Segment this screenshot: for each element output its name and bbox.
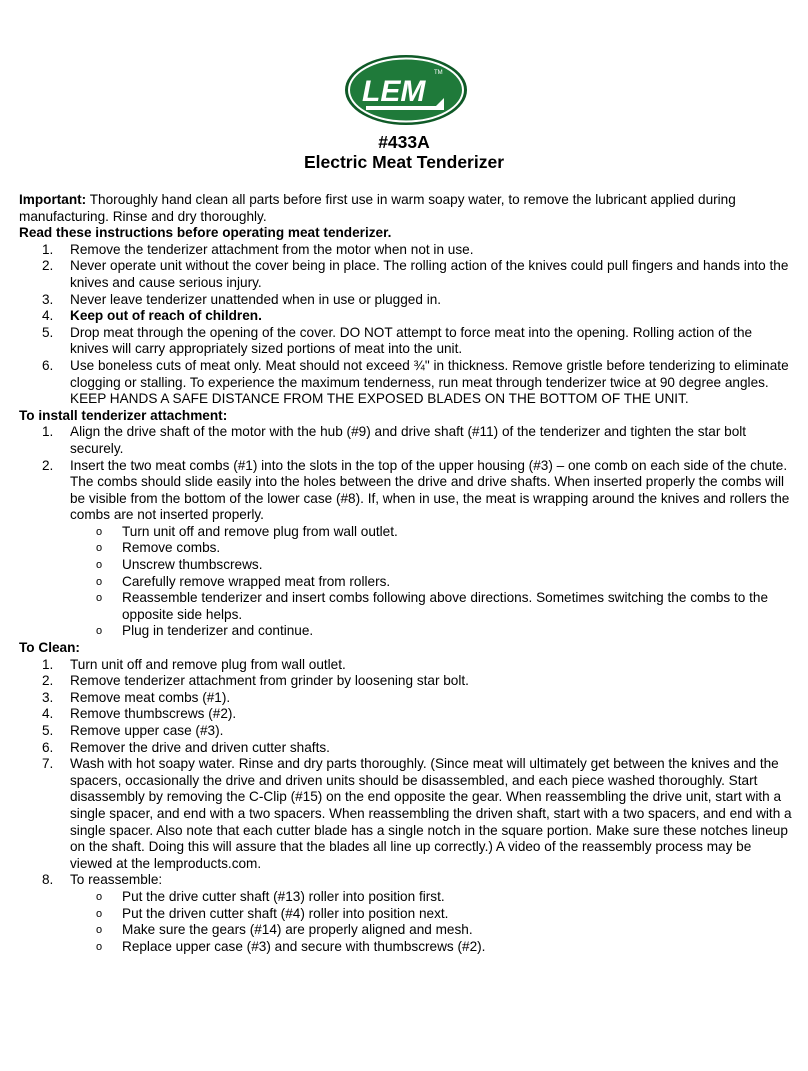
list-item: [19, 292, 794, 309]
item-number: 4.: [42, 308, 54, 324]
sub-item: [19, 889, 794, 906]
list-item: [19, 723, 794, 740]
sub-item: [19, 922, 794, 939]
sub-item: [19, 939, 794, 956]
list-item: [19, 258, 794, 291]
sub-item-text: Put the drive cutter shaft (#13) roller into position first.: [122, 888, 445, 904]
item-text: Align the drive shaft of the motor with the hub (#9) and drive shaft (#11) of the tenderizer and tighten the star bolt securely.: [70, 424, 747, 456]
list-item: [19, 424, 794, 457]
install-list: [19, 424, 794, 640]
important-text: Thoroughly hand clean all parts before first use in warm soapy water, to remove the lubricant applied during manufacturing. Rinse and dry thoroughly.: [19, 192, 736, 224]
item-text: Insert the two meat combs (#1) into the slots in the top of the upper housing (#3) – one comb on each side of the chute. The combs should slide easily into the holes between the drive and drive shafts. When inserted properly the combs will be visible from the bottom of the lower case (#8). If, when in use, the meat is wrapping around the knives and rollers the combs are not inserted properly.: [70, 457, 790, 523]
list-item: [19, 657, 794, 674]
bullet-icon: o: [96, 559, 103, 572]
reassemble-sublist: [70, 889, 794, 955]
sub-item-text: Put the driven cutter shaft (#4) roller into position next.: [122, 905, 449, 921]
clean-heading: To Clean:: [19, 640, 80, 656]
important-label: Important:: [19, 192, 87, 207]
sub-item-text: Carefully remove wrapped meat from rollers.: [122, 573, 391, 589]
list-item: [19, 308, 794, 325]
bullet-icon: o: [96, 542, 103, 555]
item-text: Turn unit off and remove plug from wall outlet.: [70, 656, 346, 672]
read-instructions-list: [19, 242, 794, 408]
item-number: 5.: [42, 324, 54, 340]
sub-item-text: Unscrew thumbscrews.: [122, 557, 263, 573]
clean-list: [19, 657, 794, 956]
important-note: [19, 192, 794, 225]
sub-item: [19, 540, 794, 557]
instructions-body: [19, 192, 794, 955]
bullet-icon: o: [96, 907, 103, 920]
bullet-icon: o: [96, 525, 103, 538]
bullet-icon: o: [96, 940, 103, 953]
item-number: 6.: [42, 357, 54, 373]
sub-item-text: Make sure the gears (#14) are properly aligned and mesh.: [122, 922, 473, 938]
item-text: Remove the tenderizer attachment from the motor when not in use.: [70, 241, 474, 257]
item-number: 2.: [42, 258, 54, 274]
sub-item-text: Turn unit off and remove plug from wall outlet.: [122, 523, 398, 539]
item-text: Wash with hot soapy water. Rinse and dry parts thoroughly. (Since meat will ultimately get between the knives and the spacers, occasionally the drive and driven units should be disassembled, and each piece washed thoroughly. Start disassembly by removing the C-Clip (#15) on the end opposite the gear. When reassembling the drive unit, start with a single spacer, and end with a two spacers. When reassembling the driven shaft, start with a two spacers, and end with a single spacer. Also note that each cutter blade has a single notch in the square portion. Make sure these notches lineup on the shaft. Doing this will assure that the blades all line up correctly.) A video of the reassembly process may be viewed at the lemproducts.com.: [70, 756, 792, 871]
bullet-icon: o: [96, 625, 103, 638]
item-text: Use boneless cuts of meat only. Meat should not exceed ¾" in thickness. Remove gristle before tenderizing to eliminate clogging or stalling. To experience the maximum tenderness, run meat through tenderizer twice at 90 degree angles. KEEP HANDS A SAFE DISTANCE FROM THE EXPOSED BLADES ON THE BOTTOM OF THE UNIT.: [70, 357, 789, 407]
item-text: Remove thumbscrews (#2).: [70, 706, 237, 722]
sub-item-text: Replace upper case (#3) and secure with thumbscrews (#2).: [122, 938, 486, 954]
list-item: [19, 325, 794, 358]
item-number: 4.: [42, 706, 54, 722]
item-number: 6.: [42, 739, 54, 755]
list-item: [19, 242, 794, 259]
item-number: 5.: [42, 723, 54, 738]
sub-item: [19, 557, 794, 574]
sub-item: [19, 906, 794, 923]
item-text: Remove upper case (#3).: [70, 723, 224, 738]
bullet-icon: o: [96, 924, 103, 937]
item-number: 2.: [42, 457, 54, 473]
item-text: Remove meat combs (#1).: [70, 689, 231, 705]
install-heading: To install tenderizer attachment:: [19, 407, 228, 423]
list-item: [19, 740, 794, 757]
item-text: Remove tenderizer attachment from grinder by loosening star bolt.: [70, 673, 469, 689]
logo-wordmark: LEM: [362, 75, 426, 108]
logo-trademark: TM: [434, 70, 443, 76]
list-item: [19, 458, 794, 641]
sub-item-text: Remove combs.: [122, 540, 221, 556]
list-item: [19, 756, 794, 872]
item-number: 8.: [42, 872, 54, 888]
bullet-icon: o: [96, 592, 103, 605]
page-title: Electric Meat Tenderizer: [303, 152, 505, 172]
model-number: #433A: [378, 132, 430, 152]
list-item: [19, 673, 794, 690]
list-item: [19, 872, 794, 955]
item-number: 1.: [42, 424, 54, 440]
bullet-icon: o: [96, 890, 103, 903]
bullet-icon: o: [96, 575, 103, 588]
list-item: [19, 358, 794, 408]
read-instructions-heading: Read these instructions before operating meat tenderizer.: [19, 225, 392, 241]
item-text: To reassemble:: [70, 872, 163, 888]
item-text: Never leave tenderizer unattended when in use or plugged in.: [70, 291, 442, 307]
item-number: 1.: [42, 241, 54, 257]
item-number: 7.: [42, 756, 54, 772]
list-item: [19, 706, 794, 723]
item-number: 2.: [42, 673, 54, 689]
item-number: 3.: [42, 689, 54, 705]
item-text: Keep out of reach of children.: [70, 308, 262, 324]
list-item: [19, 690, 794, 707]
lem-logo: [344, 54, 468, 126]
sub-item: [19, 623, 794, 640]
sub-item: [19, 574, 794, 591]
install-sublist: [70, 524, 794, 640]
item-text: Remover the drive and driven cutter shafts.: [70, 739, 330, 755]
item-number: 1.: [42, 656, 54, 672]
item-text: Drop meat through the opening of the cover. DO NOT attempt to force meat into the opening. Rolling action of the knives will carry appropriately sized portions of meat into the unit.: [70, 324, 753, 357]
sub-item-text: Reassemble tenderizer and insert combs following above directions. Sometimes switching the combs to the opposite side helps.: [122, 590, 769, 622]
item-text: Never operate unit without the cover being in place. The rolling action of the knives could pull fingers and hands into the knives and cause serious injury.: [70, 258, 789, 290]
item-number: 3.: [42, 291, 54, 307]
sub-item-text: Plug in tenderizer and continue.: [122, 623, 314, 639]
sub-item: [19, 590, 794, 623]
sub-item: [19, 524, 794, 541]
